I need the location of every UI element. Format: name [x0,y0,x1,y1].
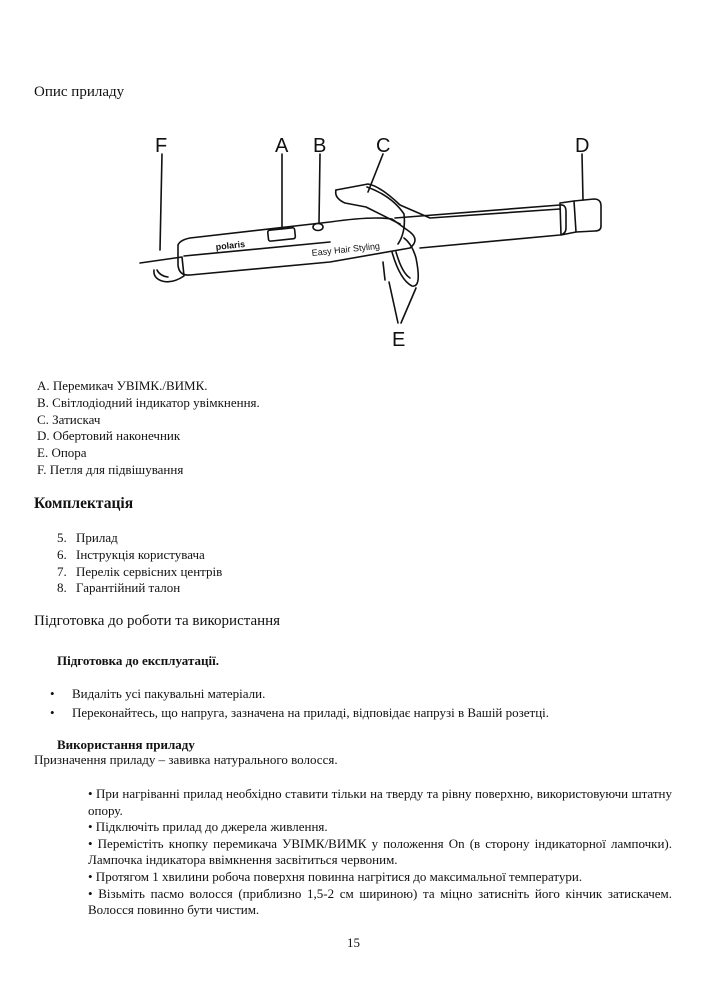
package-item [57,580,222,597]
clamp-curve [367,187,404,244]
section-title-package: Комплектація [34,495,134,512]
preparation-item-text: Переконайтесь, що напруга, зазначена на приладі, відповідає напрузі в Вашій розетці. [72,705,550,720]
leader-line-e1 [389,282,398,323]
preparation-item [50,703,549,722]
subsection-title-usage: Використання приладу [57,737,195,752]
section-title-preparation: Підготовка до роботи та використання [34,613,281,629]
package-list [57,530,222,597]
usage-purpose: Призначення приладу – завивка натурального волосся. [34,752,338,767]
subsection-title-preparation: Підготовка до експлуатації. [57,653,219,668]
package-item-text: Інструкція користувача [76,546,205,562]
leader-line-e2 [401,288,416,323]
diagram-label-d: D [575,135,590,157]
usage-item: • Підключіть прилад до джерела живлення. [88,819,328,835]
preparation-list [50,684,549,722]
usage-item: • Візьміть пасмо волосся (приблизно 1,5-2 см шириною) та міцно затисніть його кінчик затискачем. Волосся повинно бути чистим. [88,885,672,918]
package-item-number: 7. [57,563,67,579]
diagram-label-e: E [392,329,406,351]
leader-line-f [160,154,162,250]
rotating-tip-end [574,199,601,232]
leader-line-d [582,154,583,200]
hanging-loop-inner [157,270,168,277]
package-item-number: 8. [57,580,67,596]
bullet-icon: • [50,705,55,720]
usage-item: • Протягом 1 хвилини робоча поверхня повинна нагрітися до максимальної температури. [88,868,583,884]
package-item [57,547,222,564]
parts-list-item: F. Петля для підвішування [37,461,184,477]
parts-list-item: B. Світлодіодний індикатор увімкнення. [37,394,260,410]
parts-list-item: A. Перемикач УВІМК./ВИМК. [37,378,208,393]
package-item-text: Гарантійний талон [76,580,181,596]
package-item [57,530,222,547]
diagram-label-a: A [275,135,289,157]
package-item-text: Прилад [76,530,118,545]
brand-logo-text: polaris [215,238,246,252]
stand-inner [396,252,410,278]
rotating-tip-shape [560,201,576,235]
usage-list [88,786,672,919]
barrel-shape [395,205,566,248]
diagram-label-f: F [155,135,168,157]
diagram-label-c: C [376,135,391,157]
page-number: 15 [347,935,360,950]
section-title-device-description: Опис приладу [34,84,125,100]
parts-list [37,378,260,479]
leader-line-b [319,154,320,223]
package-item-number: 5. [57,530,67,545]
model-name-text: Easy Hair Styling [311,240,381,258]
preparation-item-text: Видаліть усі пакувальні матеріали. [72,686,266,701]
parts-list-item: D. Обертовий наконечник [37,428,181,444]
led-indicator-shape [313,224,323,231]
curling-iron-diagram [0,0,707,370]
parts-list-item: E. Опора [37,445,87,461]
package-item [57,564,222,581]
bullet-icon: • [50,686,55,701]
preparation-item [50,684,549,703]
package-item-text: Перелік сервісних центрів [76,563,223,579]
diagram-label-b: B [313,135,327,157]
handle-stripe [184,242,330,256]
stand-shape [392,238,418,286]
usage-item: • При нагріванні прилад необхідно ставити тільки на тверду та рівну поверхню, використовуючи штатну опору. [88,786,672,818]
usage-item: • Перемістіть кнопку перемикача УВІМК/ВИМК у положення On (в сторону індикаторної лампочки). Лампочка індикатора ввімкнення засвітиться червоним. [88,835,672,868]
stand-pin [383,262,385,280]
package-item-number: 6. [57,546,67,562]
parts-list-item: C. Затискач [37,411,101,427]
